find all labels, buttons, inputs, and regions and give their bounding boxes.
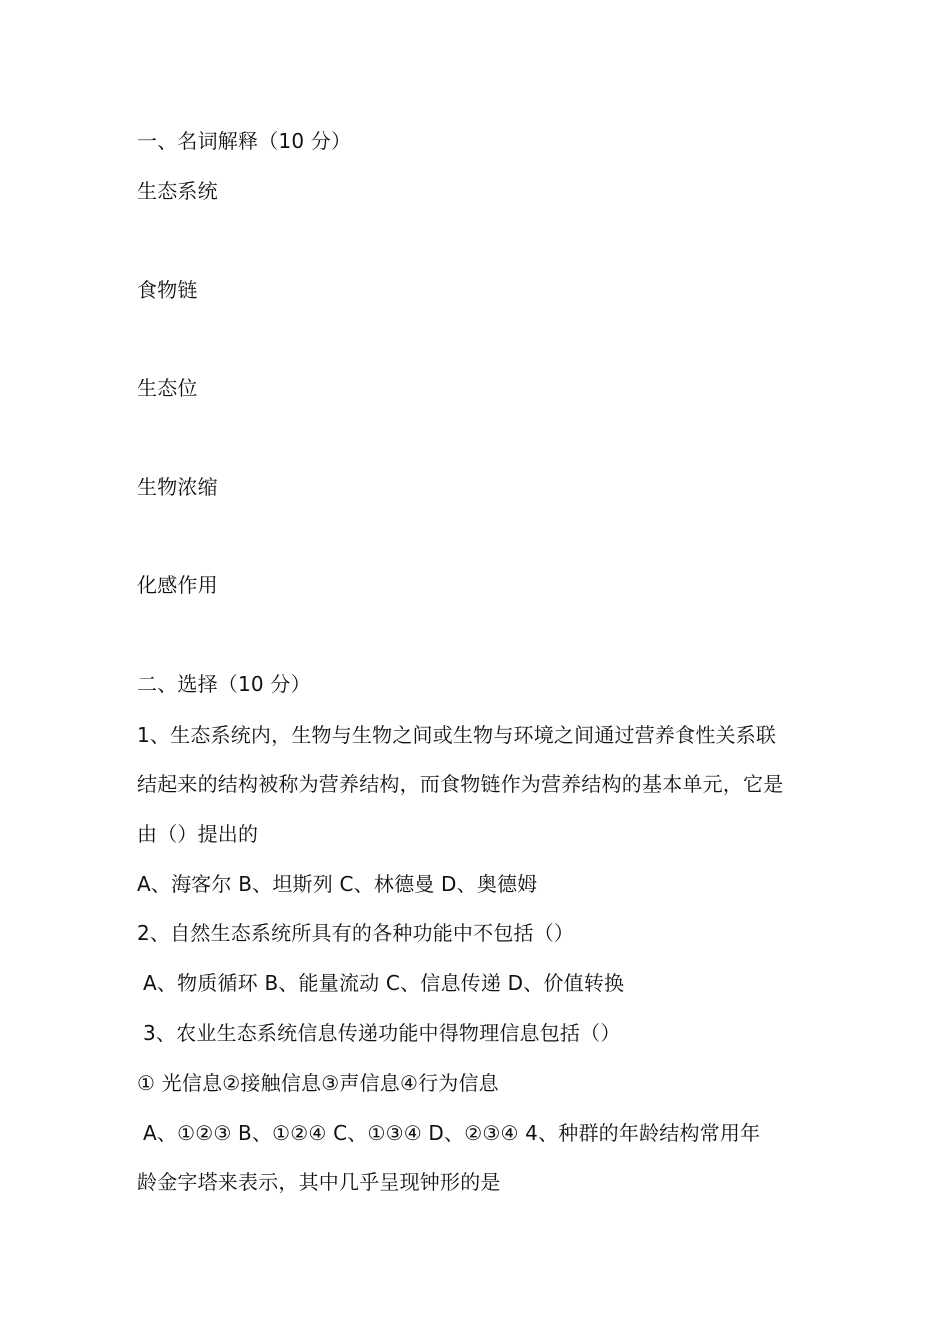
section2-heading: 二、选择（10 分） — [137, 672, 311, 696]
q2-options: A、物质循环 B、能量流动 C、信息传递 D、价值转换 — [143, 971, 625, 995]
q1-line1: 1、生态系统内，生物与生物之间或生物与环境之间通过营养食性关系联 — [137, 723, 777, 747]
section1-heading: 一、名词解释（10 分） — [137, 129, 352, 153]
q3-items: ① 光信息②接触信息③声信息④行为信息 — [137, 1071, 499, 1095]
q1-line3: 由（）提出的 — [137, 822, 259, 846]
q1-line2: 结起来的结构被称为营养结构，而食物链作为营养结构的基本单元，它是 — [137, 772, 784, 796]
term-food-chain: 食物链 — [137, 278, 198, 302]
q1-options: A、海客尔 B、坦斯列 C、林德曼 D、奥德姆 — [137, 872, 538, 896]
q4-line2: 龄金字塔来表示，其中几乎呈现钟形的是 — [137, 1170, 501, 1194]
term-bioconcentration: 生物浓缩 — [137, 475, 218, 499]
term-niche: 生态位 — [137, 376, 198, 400]
term-ecosystem: 生态系统 — [137, 179, 218, 203]
term-allelopathy: 化感作用 — [137, 573, 218, 597]
q3-options-q4-line1: A、①②③ B、①②④ C、①③④ D、②③④ 4、种群的年龄结构常用年 — [143, 1121, 761, 1145]
q3-stem: 3、农业生态系统信息传递功能中得物理信息包括（） — [143, 1021, 621, 1045]
q2-stem: 2、自然生态系统所具有的各种功能中不包括（） — [137, 921, 575, 945]
